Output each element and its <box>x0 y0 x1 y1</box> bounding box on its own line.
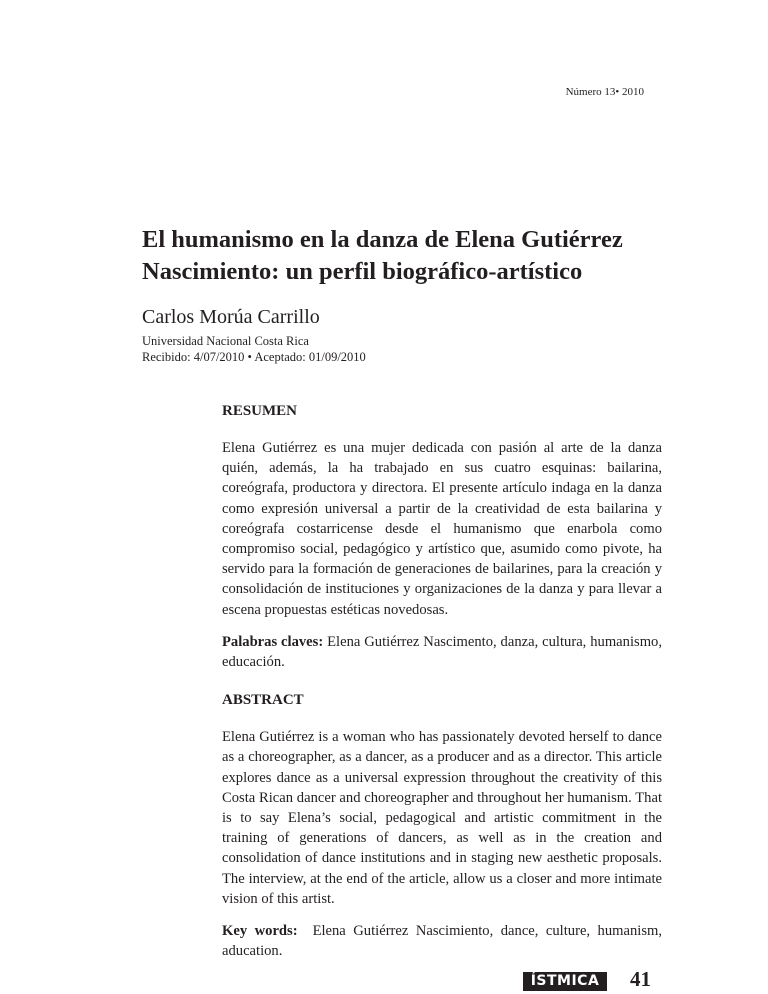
title-line-1: El humanismo en la danza de Elena Gutiérrez <box>142 226 623 253</box>
abstract-text: Elena Gutiérrez is a woman who has passionately devoted herself to dance as a choreographer, as a dancer, as a producer and as a director. This article explores dance as a universal expression throughout the creativity of this Costa Rican dancer and choreographer and throughout her humanism. That is to say Elena’s social, pedagogical and artistic commitment in the training of generations of dancers, as well as in the creation and consolidation of dance institutions and in staging new aesthetic proposals. The interview, at the end of the article, allow us a closer and more intimate vision of this artist. <box>222 729 662 907</box>
author-affiliation-block <box>142 333 366 365</box>
abstract-keywords <box>222 921 666 961</box>
resumen-section <box>222 403 662 672</box>
abstract-section <box>222 692 666 961</box>
affiliation: Universidad Nacional Costa Rica <box>142 334 309 348</box>
keywords-label: Palabras claves: <box>222 633 324 650</box>
issue-number: Número 13• 2010 <box>565 86 644 98</box>
resumen-keywords <box>222 632 662 672</box>
abstract-heading: ABSTRACT <box>222 692 304 709</box>
istmica-logo: ÍSTMICA <box>523 972 607 991</box>
keywords-text: Elena Gutiérrez Nascimiento, dance, culture, humanism, aducation. <box>222 923 666 960</box>
article-title <box>142 224 662 288</box>
title-line-2: Nascimiento: un perfil biográfico-artístico <box>142 258 583 285</box>
keywords-label: Key words: <box>222 923 298 940</box>
keywords-text: Elena Gutiérrez Nascimento, danza, cultura, humanismo, educación. <box>222 633 662 671</box>
page-footer <box>222 967 662 993</box>
resumen-heading: RESUMEN <box>222 403 298 419</box>
author-name: Carlos Morúa Carrillo <box>142 306 320 328</box>
resumen-text: Elena Gutiérrez es una mujer dedicada con pasión al arte de la danza quién, además, la ha trabajado en sus cuatro esquinas: bailarina, coreógrafa, productora y directora. El presente artículo indaga en la danza como expresión universal a partir de la creatividad de esta bailarina y coreógrafa costarricense desde el humanismo que enarbola como compromiso social, pedagógico y artístico que, asumido como pivote, ha servido para la formación de generaciones de bailarines, para la creación y consolidación de instituciones y organizaciones de la danza y para llevar a escena propuestas estéticas novedosas. <box>222 440 662 618</box>
article-body <box>222 403 666 993</box>
dates: Recibido: 4/07/2010 • Aceptado: 01/09/2010 <box>142 350 366 364</box>
page-number: 41 <box>630 967 651 992</box>
